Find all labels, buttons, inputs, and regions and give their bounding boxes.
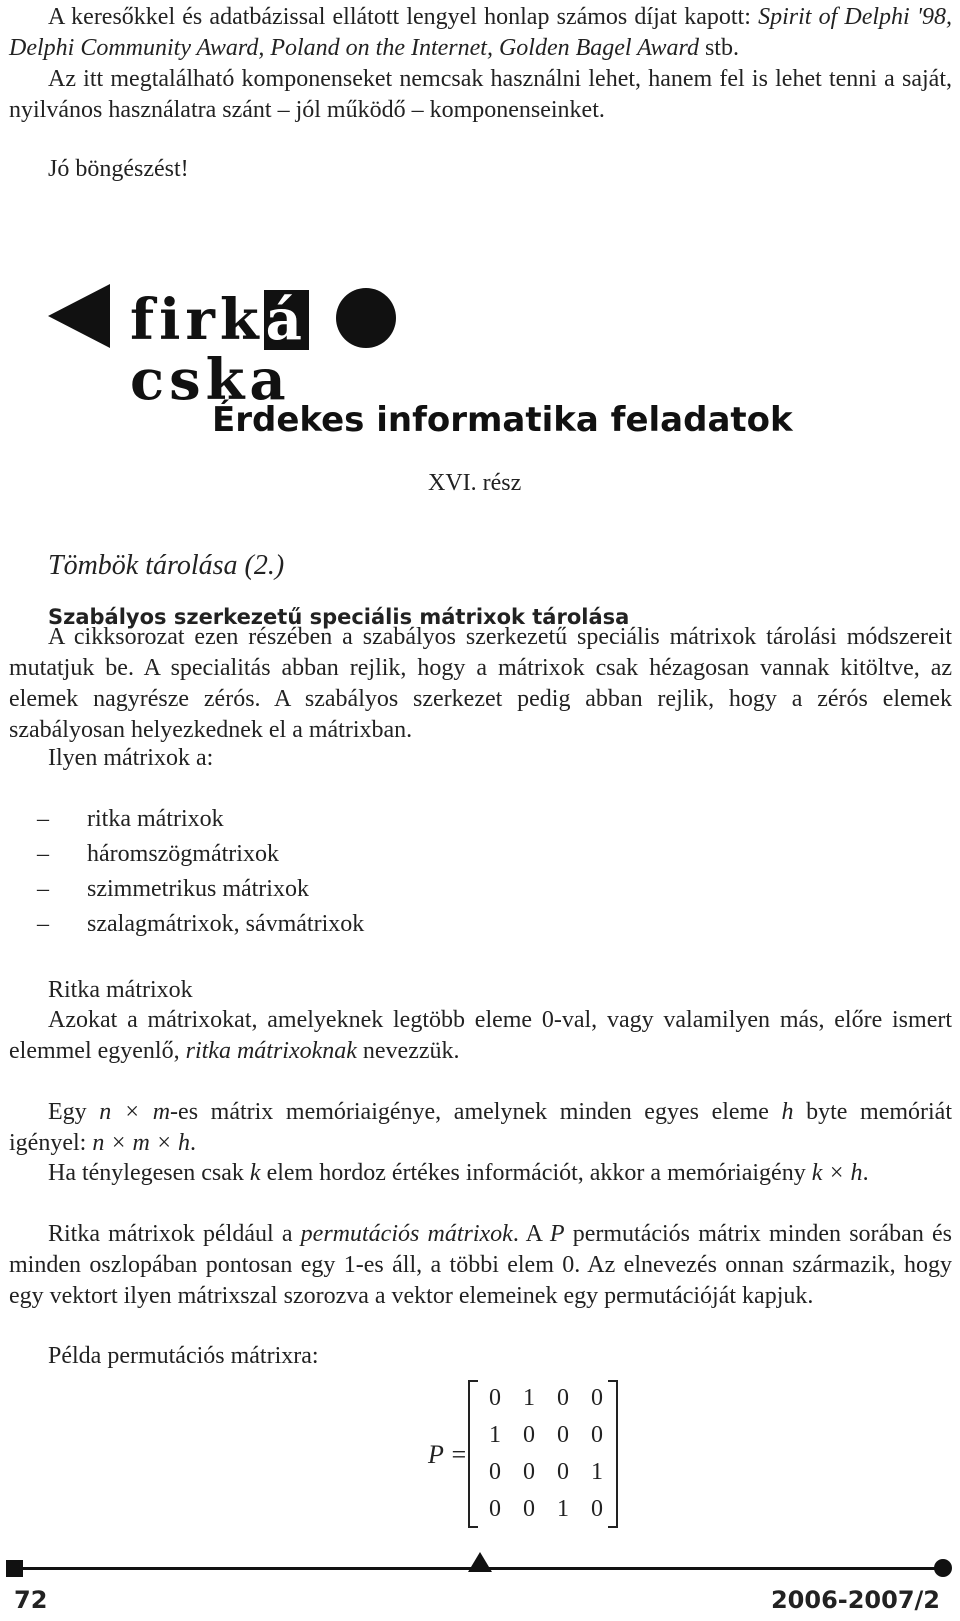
logo-text-after: cska (130, 347, 291, 413)
sparse-text-tail: nevezzük. (356, 1038, 460, 1064)
subsection-heading: Szabályos szerkezetű speciális mátrixok tárolása (48, 605, 630, 629)
list-intro: Ilyen mátrixok a: (48, 745, 214, 771)
matrix-row (470, 1417, 616, 1454)
math-expression: n × m × h (92, 1130, 191, 1156)
text-run: byte memóriát igényel: (9, 1099, 953, 1156)
issue-number: 2006-2007/2 (770, 1586, 940, 1614)
dash-bullet: – (37, 806, 49, 832)
sparse-definition (9, 1005, 952, 1067)
matrix-cell: 0 (523, 1422, 535, 1448)
text-run: . (862, 1160, 869, 1186)
matrix-cell: 0 (489, 1459, 501, 1485)
award-list: Spirit of Delphi '98, Delphi Community Award, Poland on the Internet, Golden Bagel Award (9, 4, 952, 61)
text-run: . (190, 1130, 197, 1156)
matrix-cell: 0 (523, 1496, 535, 1522)
intro-paragraph-2: Az itt megtalálható komponenseket nemcsak használni lehet, hanem fel is lehet tenni a saját, nyilvános használatra szánt – jól működő – komponenseinket. (9, 66, 952, 123)
list-item-text: háromszögmátrixok (87, 841, 279, 867)
matrix-cell: 0 (557, 1422, 569, 1448)
list-item (37, 802, 364, 837)
matrix-cell: 0 (489, 1385, 501, 1411)
article-subtitle: XVI. rész (428, 470, 522, 496)
intro-closing: Jó böngészést! (48, 156, 189, 182)
dash-bullet: – (37, 841, 49, 867)
square-marker-icon (6, 1560, 23, 1577)
matrix-cell: 1 (489, 1422, 501, 1448)
matrix-cell: 0 (591, 1422, 603, 1448)
matrix-row (470, 1454, 616, 1491)
article-title: Érdekes informatika feladatok (212, 400, 793, 440)
permutation-term: permutációs mátrixok (300, 1221, 513, 1247)
dash-bullet: – (37, 876, 49, 902)
matrix-cell: 0 (557, 1385, 569, 1411)
triangle-marker-icon (468, 1552, 492, 1572)
permutation-paragraph (9, 1219, 952, 1312)
list-item (37, 907, 364, 942)
intro-paragraph-1 (9, 2, 952, 64)
matrix-cell: 0 (557, 1459, 569, 1485)
math-k: k (249, 1160, 261, 1186)
text-run: -es mátrix memóriaigénye, amelynek minden egyes eleme (170, 1099, 782, 1125)
logo-text-highlight: á (265, 287, 307, 353)
intro-text: A keresőkkel és adatbázissal ellátott lengyel honlap számos díjat kapott: (48, 4, 759, 30)
math-h: h (781, 1099, 794, 1125)
memory-paragraph-2 (48, 1158, 869, 1189)
list-item (37, 872, 364, 907)
page-footer (0, 1546, 960, 1621)
dash-bullet: – (37, 911, 49, 937)
text-run: . A (512, 1221, 550, 1247)
matrix-type-list (37, 802, 364, 942)
page-number: 72 (14, 1586, 48, 1614)
matrix-cell: 0 (591, 1496, 603, 1522)
article-intro: A cikksorozat ezen részében a szabályos szerkezetű speciális mátrixok tárolási módszereit mutatjuk be. A specialitás abban rejlik, hogy a mátrixok csak hézagosan vannak kitöltve, az elemek nagyrésze zérós. A szabályos szerkezet pedig abban rejlik, hogy a zérós elemek szabályosan helyezkednek el a mátrixban. (9, 624, 952, 743)
matrix-brackets (468, 1380, 618, 1528)
matrix-cell: 1 (523, 1385, 535, 1411)
list-item-text: szimmetrikus mátrixok (87, 876, 309, 902)
text-run: Ritka mátrixok például a (48, 1221, 301, 1247)
list-item (37, 837, 364, 872)
text-run: Egy (48, 1099, 100, 1125)
sparse-heading: Ritka mátrixok (48, 977, 193, 1003)
sparse-term: ritka mátrixoknak (185, 1038, 357, 1064)
math-expression: k × h (811, 1160, 863, 1186)
text-run: permutációs mátrix minden sorában és minden oszlopában pontosan egy 1-es áll, a többi elem 0. Az elnevezés onnan származik, hogy egy vektort ilyen mátrixszal szorozva a vektor elemeinek egy permutációját kapjuk. (9, 1221, 953, 1309)
list-item-text: ritka mátrixok (87, 806, 224, 832)
example-label: Példa permutációs mátrixra: (48, 1343, 319, 1369)
sparse-text: Azokat a mátrixokat, amelyeknek legtöbb eleme 0-val, vagy valamilyen más, előre ismert elemmel egyenlő, (9, 1007, 952, 1064)
matrix-cell: 1 (591, 1459, 603, 1485)
math-P: P (549, 1221, 565, 1247)
text-run: Ha ténylegesen csak (48, 1160, 250, 1186)
matrix-cell: 0 (591, 1385, 603, 1411)
matrix-cell: 1 (557, 1496, 569, 1522)
logo-word (130, 287, 418, 413)
math-nm: n × m (99, 1099, 171, 1125)
logo-text-before: firk (130, 287, 264, 353)
matrix-label: P = (428, 1440, 468, 1469)
text-run: elem hordoz értékes információt, akkor a memóriaigény (260, 1160, 812, 1186)
matrix-row (470, 1380, 616, 1417)
intro-text-tail: stb. (698, 35, 739, 61)
matrix-cell: 0 (523, 1459, 535, 1485)
firkacska-logo (48, 284, 418, 413)
matrix-cell: 0 (489, 1496, 501, 1522)
list-item-text: szalagmátrixok, sávmátrixok (87, 911, 365, 937)
section-heading: Tömbök tárolása (2.) (48, 550, 285, 581)
matrix-row (470, 1491, 616, 1528)
circle-marker-icon (934, 1559, 952, 1577)
memory-paragraph-1 (9, 1097, 952, 1159)
